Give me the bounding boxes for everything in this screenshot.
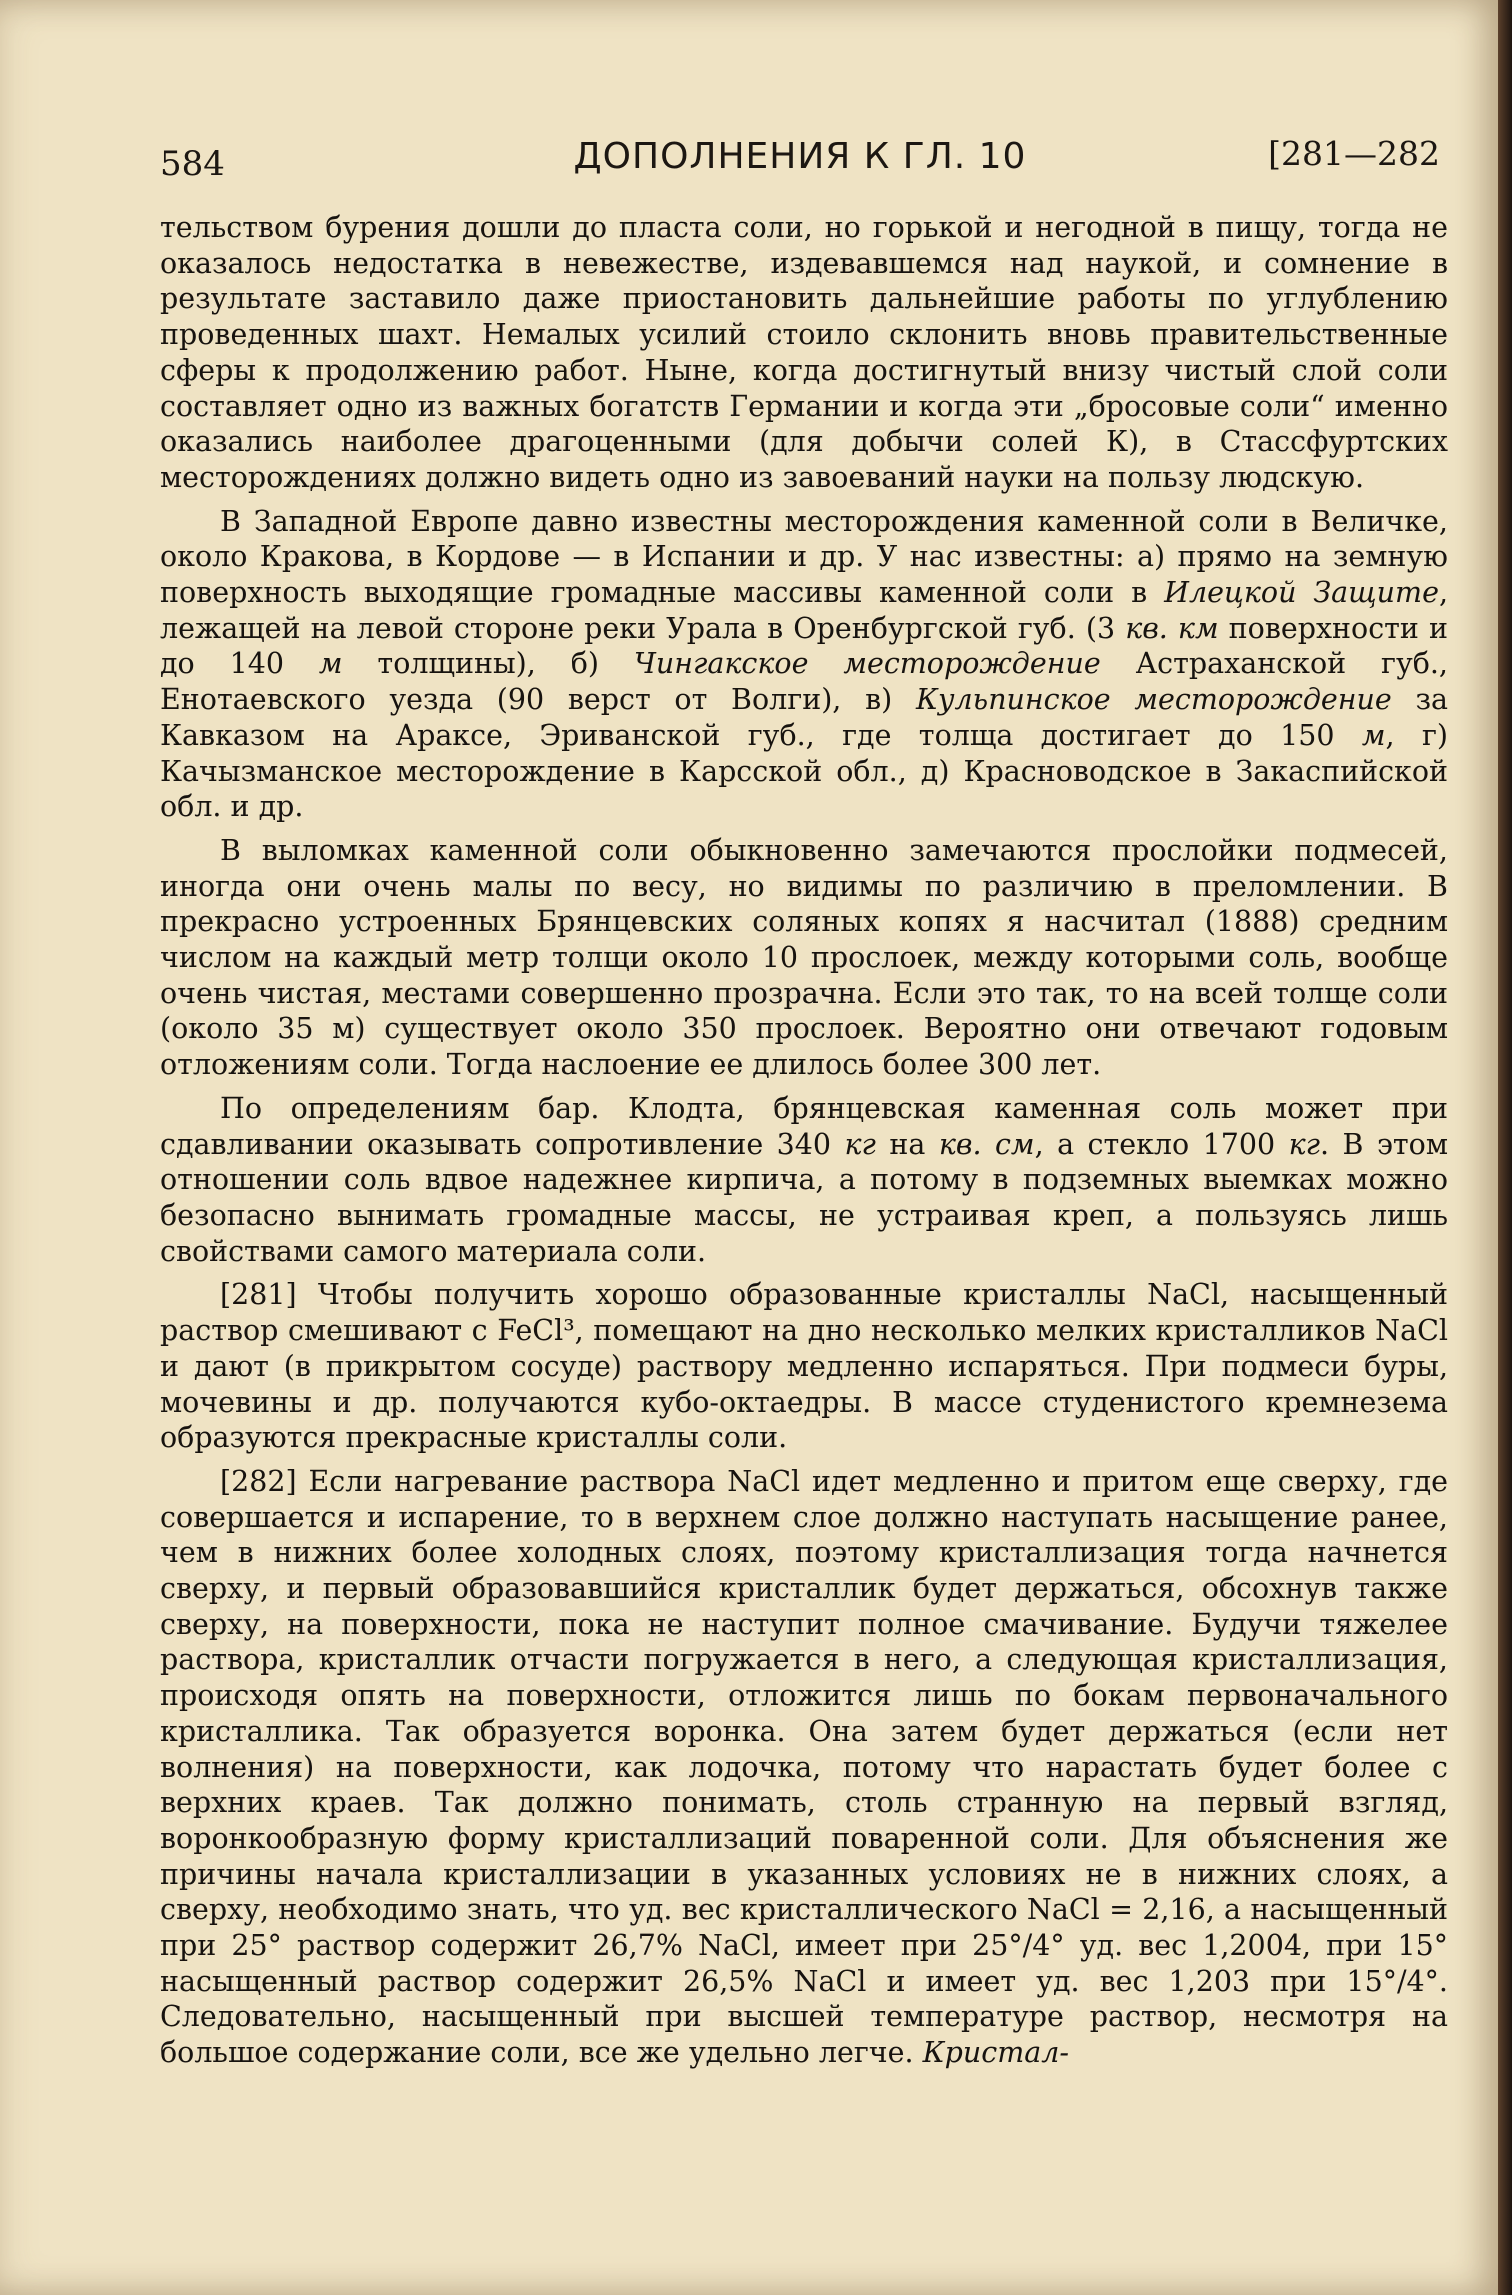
text-run: . В этом отношении соль вдвое надежнее кирпича, а потому в подземных выемках можно безопасно вынимать громадные массы, не устраивая креп, а пользуясь лишь свойствами самого материала соли.	[160, 1127, 1448, 1268]
text-run: [282] Если нагревание раствора NaCl идет медленно и притом еще сверху, где совершается и испарение, то в верхнем слое должно наступать насыщение ранее, чем в нижних более холодных слоях, поэтому кристаллизация тогда начнется сверху, и первый образовавшийся кристаллик будет держаться, обсохнув также сверху, на поверхности, пока не наступит полное смачивание. Будучи тяжелее раствора, кристаллик отчасти погружается в него, а следующая кристаллизация, происходя опять на поверхности, отложится лишь по бокам первоначального кристаллика. Так образуется воронка. Она затем будет держаться (если нет волнения) на поверхности, как лодочка, потому что нарастать будет более с верхних краев. Так должно понимать, столь странную на первый взгляд, воронкообразную форму кристаллизаций поваренной соли. Для объяснения же причины начала кристаллизации в указанных условиях не в нижних слоях, а сверху, необходимо знать, что уд. вес кристаллического NaCl = 2,16, а насыщенный при 25° раствор содержит 26,7% NaCl, имеет при 25°/4° уд. вес 1,2004, при 15° насыщенный раствор содержит 26,5% NaCl и имеет уд. вес 1,203 при 15°/4°. Следовательно, насыщенный при высшей температуре раствор, несмотря на большое содержание соли, все же удельно легче.	[160, 1464, 1448, 2070]
page-header	[160, 130, 1440, 184]
paragraph-2	[160, 504, 1448, 825]
paragraph-4	[160, 1091, 1448, 1270]
text-run: , лежащей на левой стороне реки Урала в Оренбургской губ. (3	[160, 576, 1448, 645]
italic-run: Кристал-	[922, 2036, 1070, 2070]
body-text	[160, 210, 1448, 2079]
text-run: поверхности и до 140	[160, 611, 1449, 681]
italic-run: Илецкой Защите	[1164, 576, 1439, 610]
page-number: 584	[160, 144, 225, 184]
text-run: , а стекло 1700	[1034, 1127, 1289, 1161]
section-range: [281—282	[1268, 134, 1440, 173]
italic-run: кг	[1288, 1127, 1321, 1161]
text-run: на	[875, 1127, 939, 1161]
paragraph-text: [281] Чтобы получить хорошо образованные кристаллы NaCl, насыщенный раствор смешивают с FeCl³, помещают на дно несколько мелких кристалликов NaCl и дают (в прикрытом сосуде) раствору медленно испаряться. При подмеси буры, мочевины и др. получаются кубо-октаедры. В массе студенистого кремнезема образуются прекрасные кристаллы соли.	[160, 1278, 1448, 1455]
book-spine-edge	[1498, 0, 1512, 2295]
paragraph-text: тельством бурения дошли до пласта соли, но горькой и негодной в пищу, тогда не оказалось недостатка в невежестве, издевавшемся над наукой, и сомнение в результате заставило даже приостановить дальнейшие работы по углублению проведенных шахт. Немалых усилий стоило склонить вновь правительственные сферы к продолжению работ. Ныне, когда достигнутый внизу чистый слой соли составляет одно из важных богатств Германии и когда эти „бросовые соли“ именно оказались наиболее драгоценными (для добычи солей К), в Стассфуртских месторождениях должно видеть одно из завоеваний науки на пользу людскую.	[160, 211, 1448, 494]
italic-run: м	[1361, 718, 1386, 752]
paragraph-5	[160, 1277, 1448, 1456]
italic-run: кв. км	[1125, 611, 1219, 645]
text-run: за Кавказом на Араксе, Эриванской губ., где толща достигает до 150	[160, 683, 1448, 752]
text-run: , г) Качызманское месторождение в Карсской обл., д) Красноводское в Закаспийской обл. и др.	[160, 718, 1448, 824]
paragraph-text: В выломках каменной соли обыкновенно замечаются прослойки подмесей, иногда они очень малы по весу, но видимы по различию в преломлении. В прекрасно устроенных Брянцевских соляных копях я насчитал (1888) средним числом на каждый метр толщи около 10 прослоек, между которыми соль, вообще очень чистая, местами совершенно прозрачна. Если это так, то на всей толще соли (около 35 м) существует около 350 прослоек. Вероятно они отвечают годовым отложениям соли. Тогда наслоение ее длилось более 300 лет.	[160, 833, 1448, 1082]
paragraph-6	[160, 1464, 1448, 2071]
text-run: толщины), б)	[342, 647, 634, 681]
paragraph-1	[160, 210, 1448, 496]
text-run: В Западной Европе давно известны месторождения каменной соли в Величке, около Кракова, в Кордове — в Испании и др. У нас известны: а) прямо на земную поверхность выходящие громадные массивы каменной соли в	[160, 504, 1448, 610]
running-title: ДОПОЛНЕНИЯ К ГЛ. 10	[573, 136, 1027, 177]
paragraph-3	[160, 833, 1448, 1083]
text-run: Астраханской губ., Енотаевского уезда (90 верст от Волги), в)	[160, 647, 1448, 717]
text-run: По определениям бар. Клодта, брянцевская каменная соль может при сдавливании оказывать сопротивление 340	[160, 1091, 1448, 1161]
italic-run: кг	[844, 1127, 876, 1161]
italic-run: кв. см	[938, 1127, 1035, 1161]
italic-run: м	[318, 647, 343, 681]
italic-run: Кульпинское месторождение	[915, 683, 1392, 717]
italic-run: Чингакское месторождение	[633, 647, 1101, 681]
